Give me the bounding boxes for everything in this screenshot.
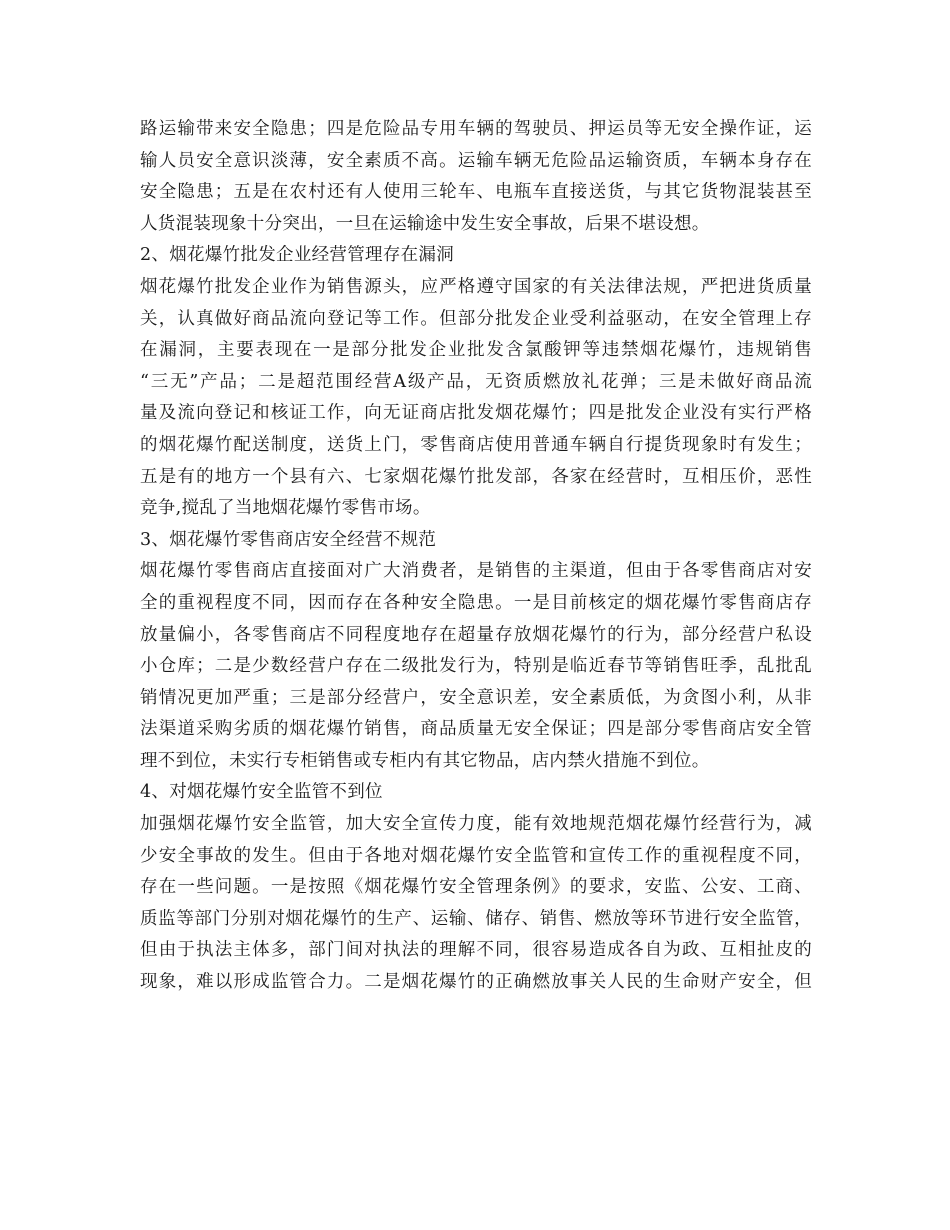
document-body: [140, 114, 812, 999]
text-line: 安全隐患；五是在农村还有人使用三轮车、电瓶车直接送货，与其它货物混装甚至: [140, 182, 812, 203]
text-line: 小仓库；二是少数经营户存在二级批发行为，特别是临近春节等销售旺季，乱批乱: [140, 656, 812, 677]
text-line: 法渠道采购劣质的烟花爆竹销售，商品质量无安全保证；四是部分零售商店安全管: [140, 719, 812, 740]
text-line: 烟花爆竹零售商店直接面对广大消费者，是销售的主渠道，但由于各零售商店对安: [140, 561, 812, 582]
text-line: 但由于执法主体多，部门间对执法的理解不同，很容易造成各自为政、互相扯皮的: [140, 940, 812, 961]
text-line: 关，认真做好商品流向登记等工作。但部分批发企业受利益驱动，在安全管理上存: [140, 308, 812, 329]
text-line: 路运输带来安全隐患；四是危险品专用车辆的驾驶员、押运员等无安全操作证，运: [140, 119, 812, 139]
text-line: 的烟花爆竹配送制度，送货上门，零售商店使用普通车辆自行提货现象时有发生；: [140, 434, 812, 455]
text-line: 在漏洞，主要表现在一是部分批发企业批发含氯酸钾等违禁烟花爆竹，违规销售: [140, 340, 812, 361]
section-heading-retail: 3、烟花爆竹零售商店安全经营不规范: [140, 529, 437, 550]
text-line: 质监等部门分别对烟花爆竹的生产、运输、储存、销售、燃放等环节进行安全监管，: [140, 908, 812, 929]
text-line: 理不到位，未实行专柜销售或专柜内有其它物品，店内禁火措施不到位。: [140, 750, 710, 771]
text-line: 现象，难以形成监管合力。二是烟花爆竹的正确燃放事关人民的生命财产安全，但: [140, 972, 812, 993]
paragraph-supervision: [140, 809, 812, 999]
text-line: 销情况更加严重；三是部分经营户，安全意识差，安全素质低，为贪图小利，从非: [140, 687, 812, 708]
text-line: 加强烟花爆竹安全监管，加大安全宣传力度，能有效地规范烟花爆竹经营行为，减: [140, 814, 812, 835]
paragraph-transport-risks: [140, 114, 812, 240]
text-line: 全的重视程度不同，因而存在各种安全隐患。一是目前核定的烟花爆竹零售商店存: [140, 592, 812, 613]
text-line: 烟花爆竹批发企业作为销售源头，应严格遵守国家的有关法律法规，严把进货质量: [140, 276, 812, 297]
paragraph-wholesale: [140, 272, 812, 525]
text-line: 存在一些问题。一是按照《烟花爆竹安全管理条例》的要求，安监、公安、工商、: [140, 877, 812, 898]
section-heading-wholesale: 2、烟花爆竹批发企业经营管理存在漏洞: [140, 245, 455, 266]
text-line: 少安全事故的发生。但由于各地对烟花爆竹安全监管和宣传工作的重视程度不同，: [140, 845, 812, 866]
text-line: 量及流向登记和核证工作，向无证商店批发烟花爆竹；四是批发企业没有实行严格: [140, 403, 812, 424]
paragraph-retail: [140, 556, 812, 777]
text-line: 人货混装现象十分突出，一旦在运输途中发生安全事故，后果不堪设想。: [140, 213, 710, 234]
section-heading-supervision: 4、对烟花爆竹安全监管不到位: [140, 782, 383, 803]
text-line: 五是有的地方一个县有六、七家烟花爆竹批发部，各家在经营时，互相压价，恶性: [140, 466, 812, 487]
text-line: 输人员安全意识淡薄，安全素质不高。运输车辆无危险品运输资质，车辆本身存在: [140, 150, 812, 171]
text-line: 竞争,搅乱了当地烟花爆竹零售市场。: [140, 498, 431, 519]
text-line: “三无”产品；二是超范围经营A级产品，无资质燃放礼花弹；三是未做好商品流: [140, 371, 812, 392]
text-line: 放量偏小，各零售商店不同程度地存在超量存放烟花爆竹的行为，部分经营户私设: [140, 624, 812, 645]
